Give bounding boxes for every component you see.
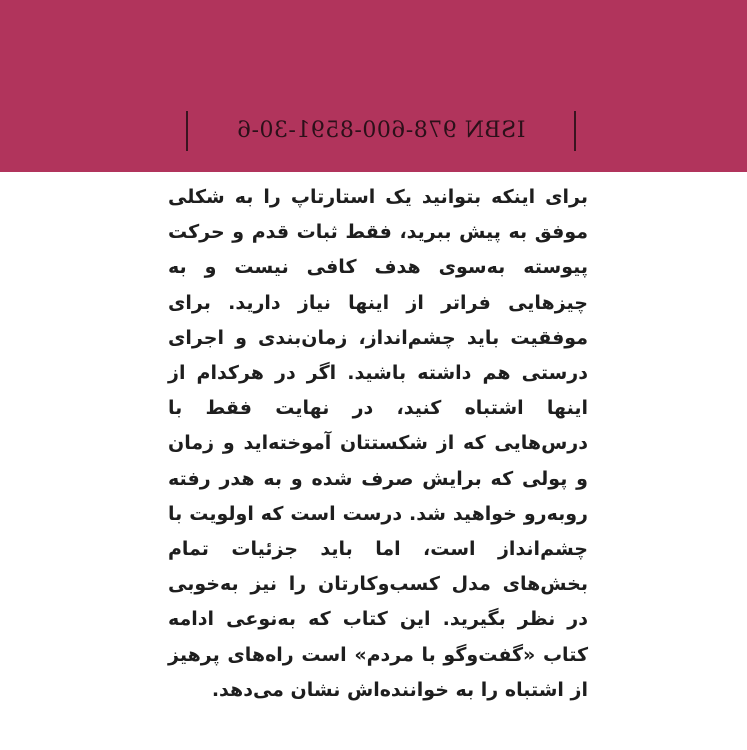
back-cover-blurb: برای اینکه بتوانید یک استارتاپ را به شکلی موفق به پیش ببرید، فقط ثبات قدم و حرکت پیوسته به‌سوی هدف کافی نیست و به چیزهایی فراتر از اینها نیاز دارید. برای موفقیت باید چشم‌انداز، زمان‌بندی و اجرای درستی هم داشته باشید. اگر در هرکدام از اینها اشتباه کنید، در نهایت فقط با درس‌هایی که از شکستتان آموخته‌اید و زمان و پولی که برایش صرف شده و به هدر رفته روبه‌رو خواهید شد. درست است که اولویت با چشم‌انداز است، اما باید جزئیات تمام بخش‌های مدل کسب‌وکارتان را نیز به‌خوبی در نظر بگیرید. این کتاب که به‌نوعی ادامه کتاب «گفت‌وگو با مردم» است راه‌های پرهیز از اشتباه را به خواننده‌اش نشان می‌دهد. bbox=[168, 186, 588, 701]
isbn-number: ISBN 978-600-8591-30-6 bbox=[236, 118, 526, 143]
isbn-strip bbox=[186, 111, 576, 151]
isbn-right-rule bbox=[574, 111, 576, 151]
cover-color-band bbox=[0, 0, 747, 172]
